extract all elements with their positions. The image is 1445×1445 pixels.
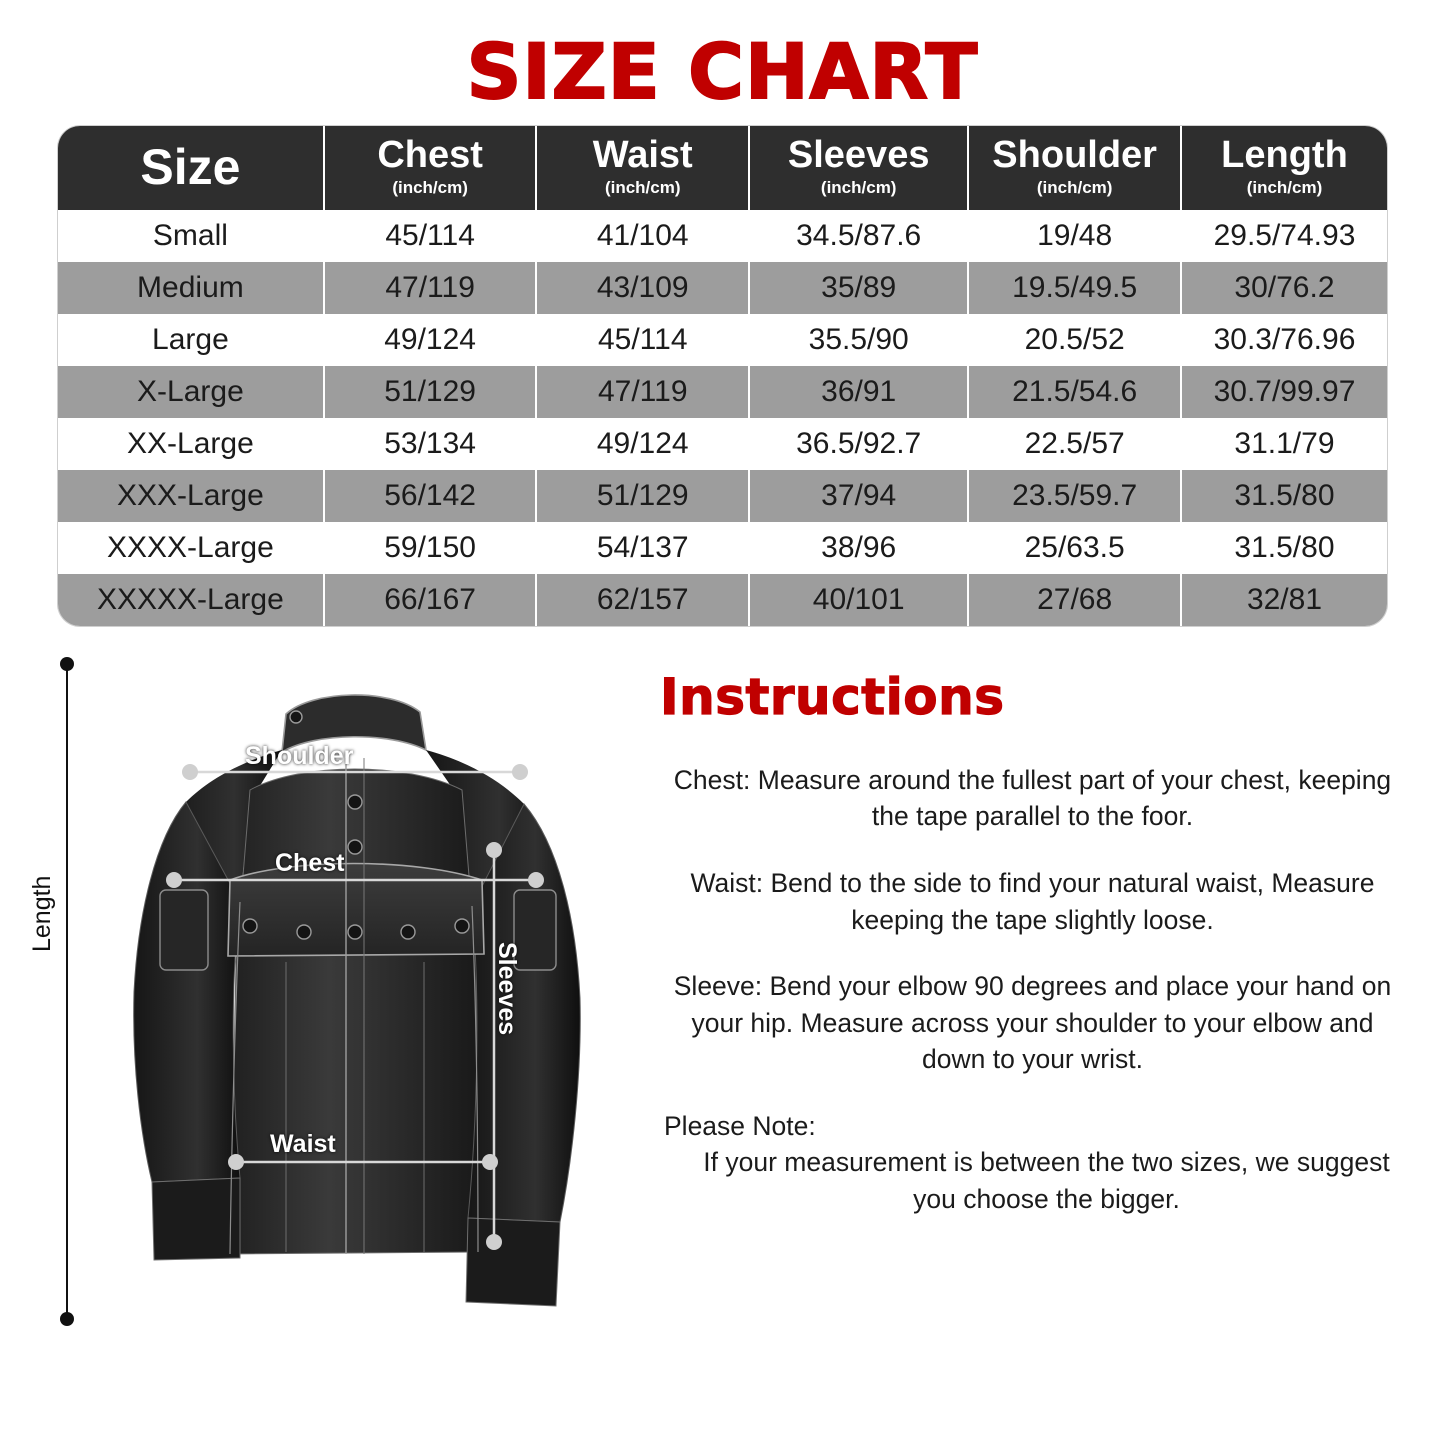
cell-length: 31.1/79 [1181, 418, 1387, 470]
cell-length: 32/81 [1181, 574, 1387, 626]
cell-size: X-Large [58, 366, 324, 418]
table-body [58, 210, 1387, 626]
cell-sleeves: 34.5/87.6 [749, 210, 968, 262]
length-measure-label: Length [28, 875, 56, 952]
cell-waist: 51/129 [536, 470, 749, 522]
cell-length: 31.5/80 [1181, 522, 1387, 574]
cell-length: 30/76.2 [1181, 262, 1387, 314]
cell-chest: 51/129 [324, 366, 537, 418]
cell-size: XXXXX-Large [58, 574, 324, 626]
cell-shoulder: 27/68 [968, 574, 1181, 626]
cell-length: 31.5/80 [1181, 470, 1387, 522]
size-table [58, 126, 1387, 626]
size-table-container [58, 126, 1387, 626]
column-header-chest: Chest (inch/cm) [324, 126, 537, 210]
instruction-chest: Chest: Measure around the fullest part of your chest, keeping the tape parallel to the foor. [673, 764, 1392, 832]
cell-shoulder: 21.5/54.6 [968, 366, 1181, 418]
cell-waist: 62/157 [536, 574, 749, 626]
cell-sleeves: 36.5/92.7 [749, 418, 968, 470]
table-row [58, 522, 1387, 574]
jacket-diagram [30, 652, 642, 1342]
cell-chest: 45/114 [324, 210, 537, 262]
cell-shoulder: 23.5/59.7 [968, 470, 1181, 522]
table-header [58, 126, 1387, 210]
cell-shoulder: 22.5/57 [968, 418, 1181, 470]
cell-chest: 53/134 [324, 418, 537, 470]
cell-sleeves: 35.5/90 [749, 314, 968, 366]
cell-shoulder: 19.5/49.5 [968, 262, 1181, 314]
cell-chest: 49/124 [324, 314, 537, 366]
cell-length: 29.5/74.93 [1181, 210, 1387, 262]
cell-size: Small [58, 210, 324, 262]
shoulder-measure-label: Shoulder [245, 741, 354, 770]
cell-chest: 56/142 [324, 470, 537, 522]
column-header-length: Length (inch/cm) [1181, 126, 1387, 210]
instruction-waist: Waist: Bend to the side to find your natural waist, Measure keeping the tape slightly loose. [690, 868, 1375, 935]
waist-measure-label: Waist [270, 1129, 336, 1158]
welding-jacket-illustration [90, 662, 630, 1332]
cell-waist: 41/104 [536, 210, 749, 262]
cell-size: XXX-Large [58, 470, 324, 522]
column-header-shoulder: Shoulder (inch/cm) [968, 126, 1181, 210]
cell-shoulder: 19/48 [968, 210, 1181, 262]
instructions-column [642, 652, 1405, 1352]
cell-sleeves: 38/96 [749, 522, 968, 574]
cell-size: XXXX-Large [58, 522, 324, 574]
page-title: SIZE CHART [466, 27, 979, 116]
table-row [58, 418, 1387, 470]
cell-waist: 49/124 [536, 418, 749, 470]
cell-size: XX-Large [58, 418, 324, 470]
instruction-sleeve: Sleeve: Bend your elbow 90 degrees and place your hand on your hip. Measure across your shoulder to your elbow and down to your wrist. [673, 971, 1392, 1075]
cell-chest: 66/167 [324, 574, 537, 626]
cell-sleeves: 35/89 [749, 262, 968, 314]
table-row [58, 314, 1387, 366]
cell-waist: 47/119 [536, 366, 749, 418]
chest-measure-label: Chest [275, 848, 345, 877]
jacket-diagram-column [30, 652, 642, 1352]
column-header-size: Size [58, 126, 324, 210]
table-row [58, 366, 1387, 418]
please-note-block [660, 1108, 1405, 1218]
cell-length: 30.3/76.96 [1181, 314, 1387, 366]
please-note-body: If your measurement is between the two sizes, we suggest you choose the bigger. [703, 1147, 1390, 1214]
please-note-heading: Please Note: [664, 1110, 816, 1141]
cell-chest: 47/119 [324, 262, 537, 314]
table-row [58, 210, 1387, 262]
table-row [58, 262, 1387, 314]
sleeves-measure-label: Sleeves [493, 941, 521, 1036]
cell-sleeves: 37/94 [749, 470, 968, 522]
cell-shoulder: 20.5/52 [968, 314, 1181, 366]
length-axis-line [66, 664, 68, 1319]
cell-length: 30.7/99.97 [1181, 366, 1387, 418]
table-header-row [58, 126, 1387, 210]
cell-size: Medium [58, 262, 324, 314]
cell-waist: 54/137 [536, 522, 749, 574]
column-header-sleeves: Sleeves (inch/cm) [749, 126, 968, 210]
cell-sleeves: 40/101 [749, 574, 968, 626]
cell-size: Large [58, 314, 324, 366]
table-row [58, 470, 1387, 522]
cell-shoulder: 25/63.5 [968, 522, 1181, 574]
column-header-waist: Waist (inch/cm) [536, 126, 749, 210]
table-row [58, 574, 1387, 626]
cell-waist: 45/114 [536, 314, 749, 366]
cell-waist: 43/109 [536, 262, 749, 314]
cell-chest: 59/150 [324, 522, 537, 574]
lower-section [0, 652, 1445, 1352]
instructions-title: Instructions [660, 667, 1005, 726]
cell-sleeves: 36/91 [749, 366, 968, 418]
